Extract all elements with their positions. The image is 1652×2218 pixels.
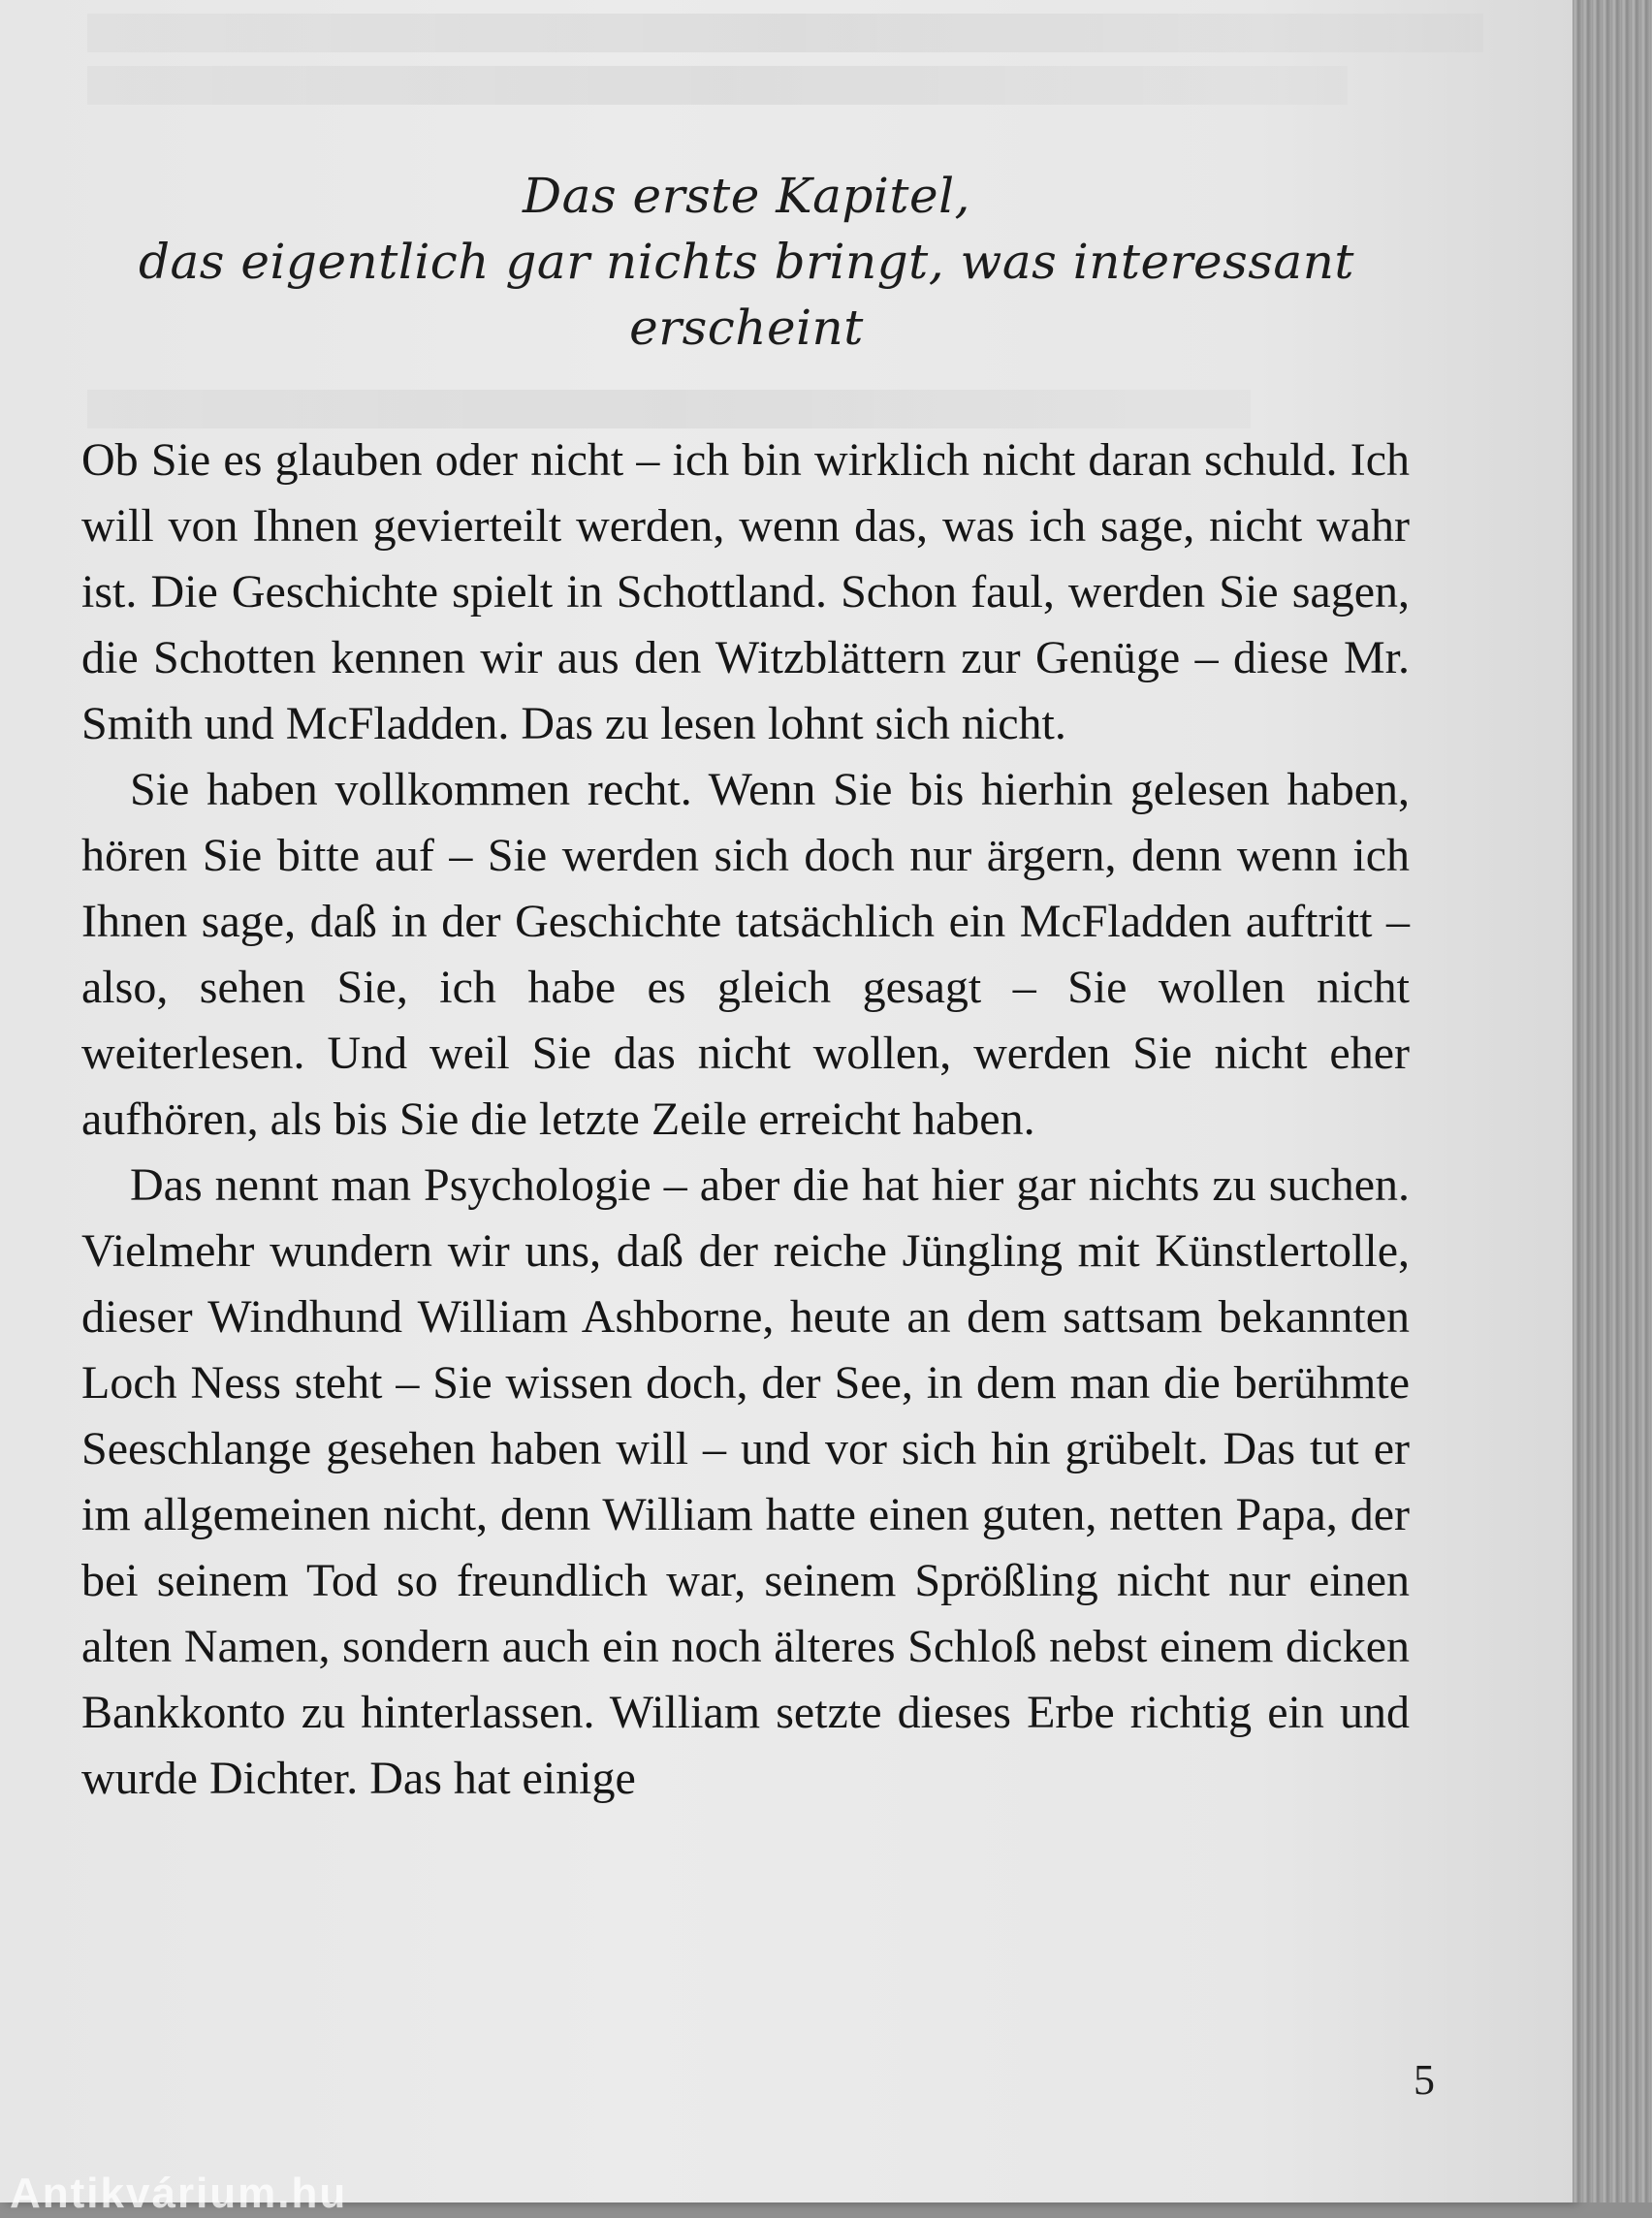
bleed-through-shadow	[87, 390, 1251, 428]
chapter-title-line: erscheint	[629, 300, 864, 356]
chapter-title	[58, 163, 1435, 361]
chapter-title-line: Das erste Kapitel,	[523, 168, 970, 224]
bleed-through-shadow	[87, 14, 1483, 52]
paragraph: Sie haben vollkommen recht. Wenn Sie bis hierhin gelesen haben, hören Sie bitte auf – Sie werden sich doch nur ärgern, denn wenn ich Ihnen sage, daß in der Geschichte tatsächlich ein McFladden auftritt – also, sehen Sie, ich habe es gleich gesagt – Sie wollen nicht weiterlesen. Und weil Sie das nicht wollen, werden Sie nicht eher aufhören, als bis Sie die letzte Zeile erreicht haben.	[81, 764, 1410, 1145]
body-text	[81, 428, 1410, 1812]
page-number: 5	[1414, 2056, 1435, 2104]
paragraph: Das nennt man Psychologie – aber die hat hier gar nichts zu suchen. Vielmehr wundern wir uns, daß der reiche Jüngling mit Künstlertolle, dieser Windhund William Ashborne, heute an dem sattsam bekannten Loch Ness steht – Sie wissen doch, der See, in dem man die berühmte Seeschlange gesehen haben will – und vor sich hin grübelt. Das tut er im allgemeinen nicht, denn William hatte einen guten, netten Papa, der bei seinem Tod so freundlich war, seinem Sprößling nicht nur einen alten Namen, sondern auch ein noch älteres Schloß nebst einem dicken Bankkonto zu hinterlassen. William setzte dieses Erbe richtig ein und wurde Dichter. Das hat einige	[81, 1159, 1410, 1804]
bleed-through-shadow	[87, 66, 1348, 105]
page-edge-gutter	[1573, 0, 1652, 2202]
chapter-title-line: das eigentlich gar nichts bringt, was interessant	[138, 234, 1355, 290]
watermark: Antikvárium.hu	[10, 2170, 348, 2217]
paragraph: Ob Sie es glauben oder nicht – ich bin wirklich nicht daran schuld. Ich will von Ihnen gevierteilt werden, wenn das, was ich sage, nicht wahr ist. Die Geschichte spielt in Schottland. Schon faul, werden Sie sagen, die Schotten kennen wir aus den Witzblättern zur Genüge – diese Mr. Smith und McFladden. Das zu lesen lohnt sich nicht.	[81, 434, 1410, 749]
